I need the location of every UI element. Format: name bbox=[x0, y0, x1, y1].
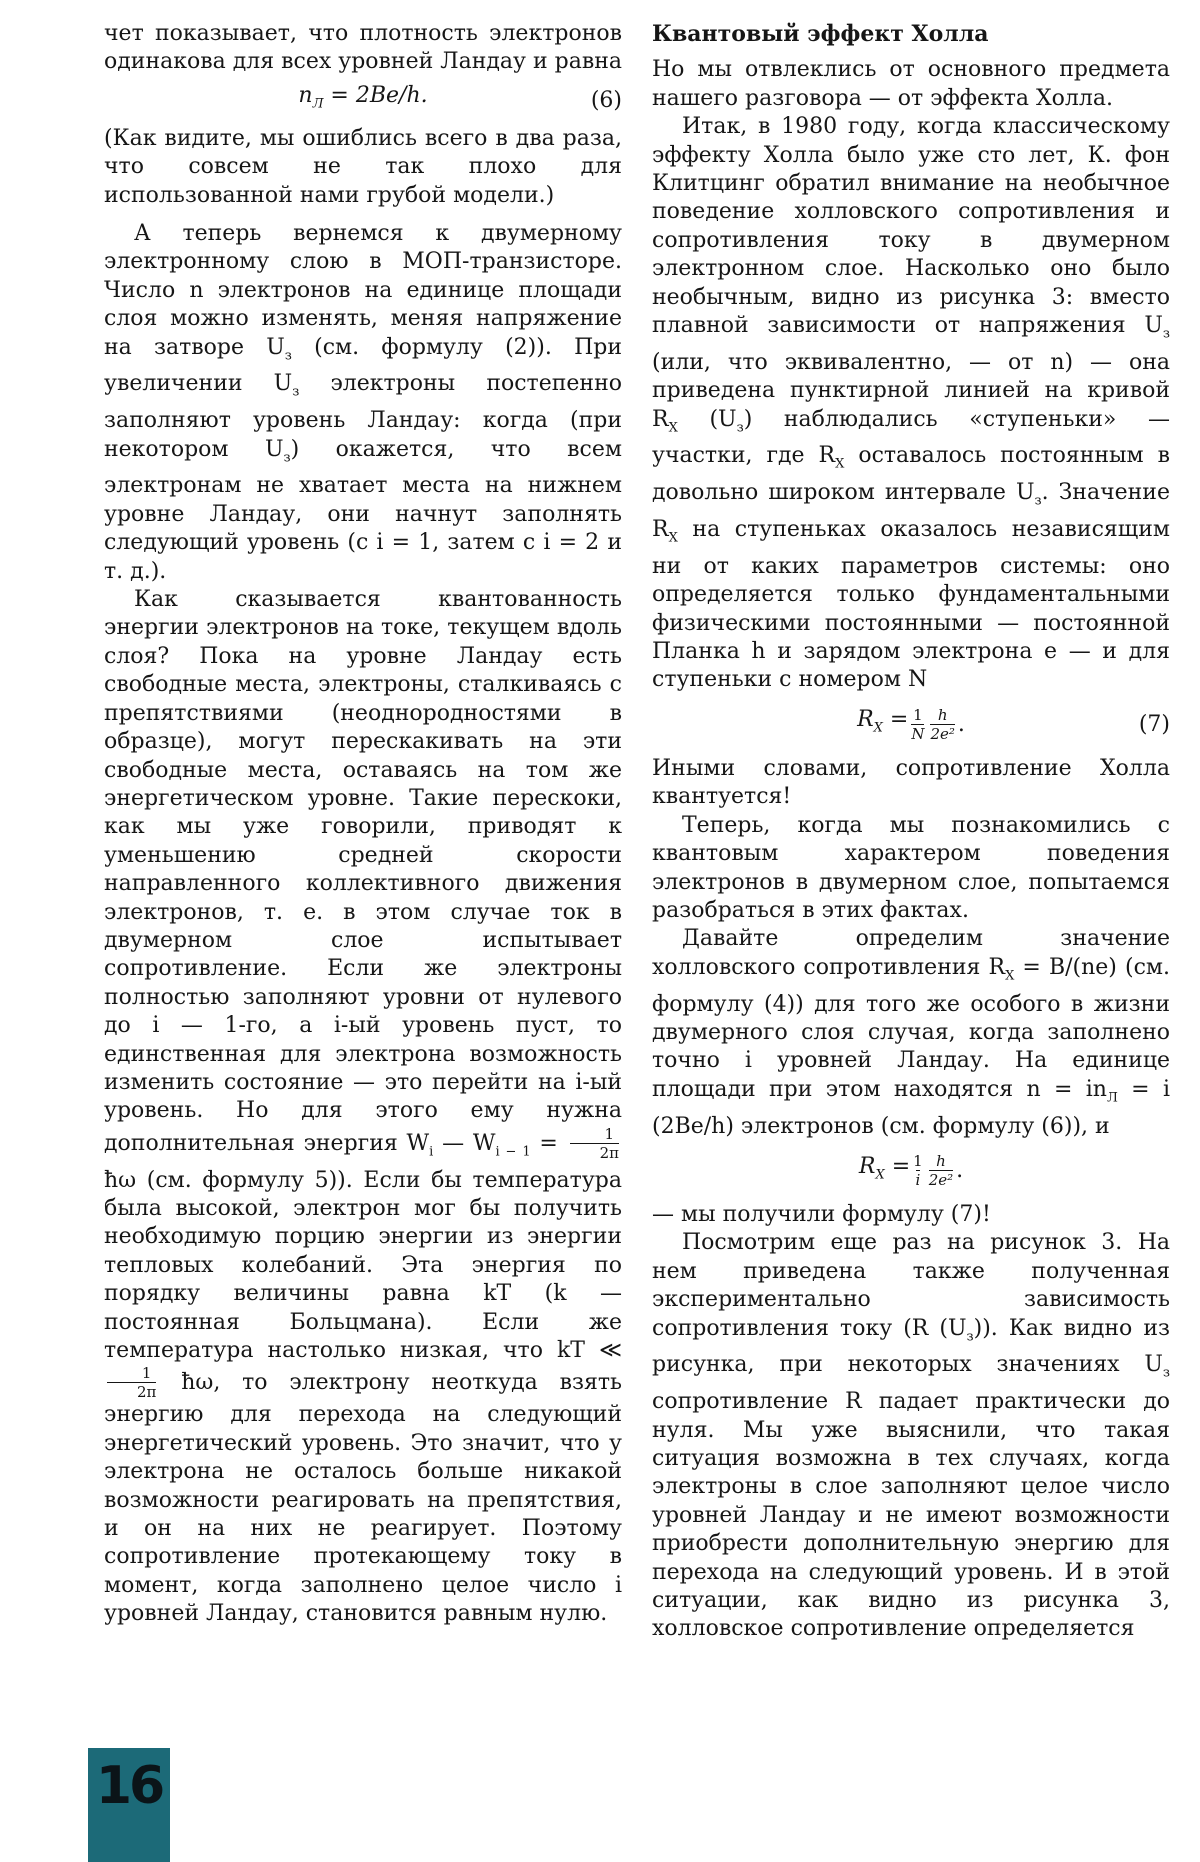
equation-6: $n_Л = 2Be/h$. (6) bbox=[104, 81, 622, 121]
result-paragraph: — мы получили формулу (7)! bbox=[652, 1201, 991, 1227]
left-column bbox=[104, 20, 622, 1629]
mos-paragraph: А теперь вернемся к двумерному электронному слою в МОП-транзисторе. Число n электронов на единице площади слоя можно изменять, меняя напряжение на затворе $U_з$ (см. формулу (2)). При увеличении $U_з$ электроны постепенно заполняют уровень Ландау: когда (при некотором $U_з$) окажется, что всем электронам не хватает места на нижнем уровне Ландау, они начнут заполнять следующий уровень (с i = 1, затем с i = 2 и т. д.). bbox=[104, 221, 622, 584]
fraction-1-over-i: $\frac{1}{i}$ bbox=[913, 1151, 923, 1189]
equation-number: (6) bbox=[590, 87, 622, 113]
section-heading: Квантовый эффект Холла bbox=[652, 21, 989, 47]
intro-paragraph: чет показывает, что плотность электронов одинакова для всех уровней Ландау и равна bbox=[104, 21, 622, 75]
intro-paragraph: Но мы отвлеклись от основного предмета нашего разговора — от эффекта Холла. bbox=[652, 57, 1170, 111]
fraction-h-over-2e2: $\frac{h}{\text{2e²}}$ bbox=[928, 1151, 954, 1189]
equation-derived: $R_X$ = $\frac{1}{i}$ $\frac{h}{\text{2e²}}$ . bbox=[858, 1151, 964, 1189]
fraction-1-over-N: $\frac{1}{N}$ bbox=[911, 705, 925, 743]
figure-paragraph: Посмотрим еще раз на рисунок 3. На нем приведена также полученная экспериментально зависимость сопротивления току (R $(U_з)$). Как видно из рисунка, при некоторых значениях $U_з$ сопротивление R падает практически до нуля. Мы уже выяснили, что такая ситуация возможна в тех случаях, когда электроны в слое заполняют целое число уровней Ландау и не имеют возможности приобрести дополнительную энергию для перехода на следующий уровень. И в этой ситуации, как видно из рисунка 3, холловское сопротивление определяется bbox=[652, 1230, 1171, 1642]
fraction-1-over-2pi: $\frac{1}{2\pi}$ bbox=[107, 1365, 156, 1401]
page-number-tab: 16 bbox=[88, 1748, 170, 1862]
transition-paragraph: Теперь, когда мы познакомились с квантовым характером поведения электронов в двумерном слое, попытаемся разобраться в этих фактах. bbox=[652, 812, 1170, 923]
equation-7: $R_X$ = $\frac{1}{N}$ $\frac{h}{\text{2e²}}$ . (7) bbox=[857, 705, 1170, 743]
right-column bbox=[652, 20, 1170, 1644]
equation-number: (7) bbox=[1138, 711, 1170, 737]
conclusion-paragraph: Иными словами, сопротивление Холла квантуется! bbox=[652, 755, 1170, 810]
fraction-h-over-2e2: $\frac{h}{\text{2e²}}$ bbox=[930, 705, 955, 743]
quantization-paragraph: Как сказывается квантованность энергии электронов на токе, текущем вдоль слоя? Пока на уровне Ландау есть свободные места, электроны, сталкиваясь с препятствиями (неоднородностями в образце), могут перескакивать на эти свободные места, оставаясь на том же энергетическом уровне. Такие перескоки, как мы уже говорили, приводят к уменьшению средней скорости направленного коллективного движения электронов, т. е. в этом случае ток в двумерном слое испытывает сопротивление. Если же электроны полностью заполняют уровни от нулевого до i — 1-го, а i-ый уровень пуст, то единственная для электрона возможность изменить состояние — это перейти на i-ый уровень. Но для этого ему нужна дополнительная энергия $W_i$ — $W_{i - 1}$ = $\frac{1}{2\pi}$ ħω (см. формулу 5)). Если бы температура была высокой, электрон мог бы получить необходимую порцию энергии из энергии тепловых колебаний. Эта энергия по порядку величины равна kT (k — постоянная Больцмана). Если же температура настолько низкая, что kT ≪ $\frac{1}{2\pi}$ ħω, то электрону неоткуда взять энергию для перехода на следующий энергетический уровень. Это значит, что у электрона не осталось больше никакой возможности реагировать на препятствия, и он на них не реагирует. Поэтому сопротивление протекающему току в момент, когда заполнено целое число i уровней Ландау, становится равным нулю. bbox=[104, 587, 622, 1627]
fraction-1-over-2pi: $\frac{1}{2\pi}$ bbox=[570, 1126, 619, 1162]
klitzing-paragraph: Итак, в 1980 году, когда классическому эффекту Холла было уже сто лет, К. фон Клитцинг обратил внимание на необычное поведение холловского сопротивления и сопротивления току в двумерном электронном слое. Насколько оно было необычным, видно из рисунка 3: вместо плавной зависимости от напряжения $U_з$ (или, что эквивалентно, — от n) — она приведена пунктирной линией на кривой $R_X$ $(U_з)$ наблюдались «ступеньки» — участки, где $R_X$ оставалось постоянным в довольно широком интервале $U_з$. Значение $R_X$ на ступеньках оказалось независящим ни от каких параметров системы: оно определяется только фундаментальными физическими постоянными — постоянной Планка h и зарядом электрона e — и для ступеньки с номером N bbox=[652, 114, 1170, 693]
remark-paragraph: (Как видите, мы ошиблись всего в два раза, что совсем не так плохо для использованной нами грубой модели.) bbox=[104, 125, 622, 208]
derivation-paragraph: Давайте определим значение холловского сопротивления $R_X = B/(ne)$ (см. формулу (4)) для того же особого в жизни двумерного слоя случая, когда заполнено точно i уровней Ландау. На единице площади при этом находятся $n = in_Л = i$ (2Be/h) электронов (см. формулу (6)), и bbox=[652, 926, 1170, 1139]
